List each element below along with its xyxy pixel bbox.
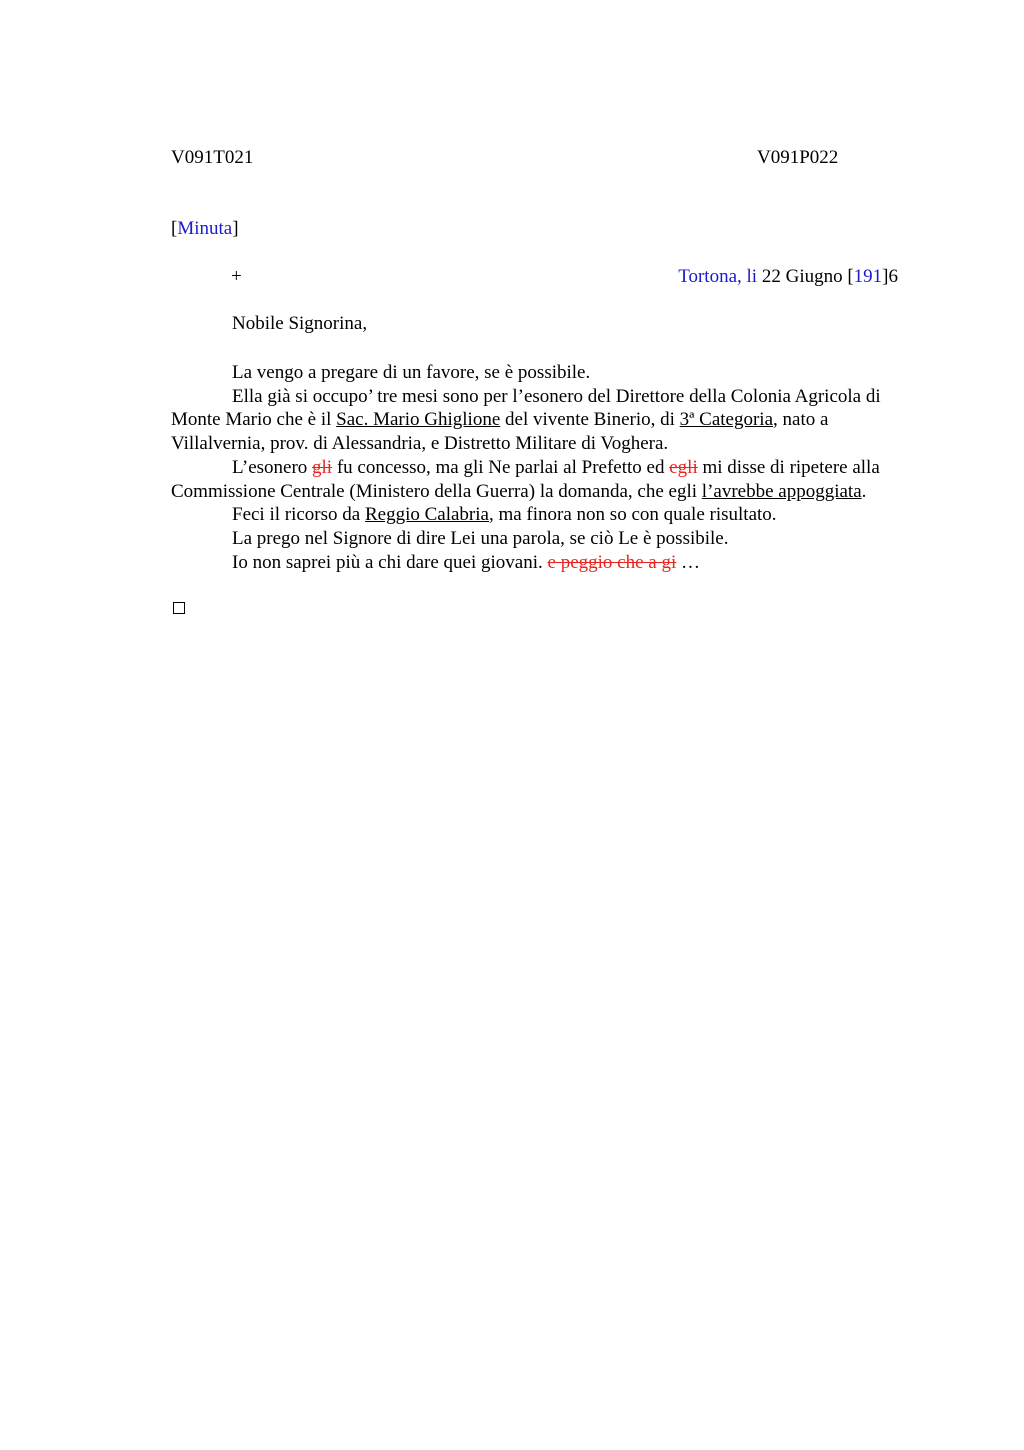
deleted-word: gli xyxy=(312,456,333,478)
document-type xyxy=(171,217,239,241)
paragraph-3-text-c: mi disse di ripetere alla Commissione Centrale (Ministero della Guerra) la domanda, che egli xyxy=(171,456,880,502)
document-code-right: V091P022 xyxy=(757,147,839,168)
deleted-word: egli xyxy=(669,456,698,478)
paragraph-3-text-b: fu concesso, ma gli Ne parlai al Prefetto ed xyxy=(332,456,670,478)
paragraph-3-text-a: L’esonero xyxy=(232,456,313,478)
paragraph-4-text-b: , ma finora non so con quale risultato. xyxy=(488,504,777,526)
dateline-place: Tortona, li xyxy=(678,266,758,287)
salutation: Nobile Signorina, xyxy=(232,313,368,334)
underlined-place: Reggio Calabria xyxy=(364,504,489,526)
paragraph-5: La prego nel Signore di dire Lei una parola, se ciò Le è possibile. xyxy=(232,527,729,549)
paragraph-1: La vengo a pregare di un favore, se è possibile. xyxy=(232,362,591,383)
paragraph-3 xyxy=(171,456,923,503)
empty-square-icon xyxy=(173,602,185,614)
paragraph-2-text-b: del vivente Binerio, di xyxy=(500,409,680,431)
paragraph-4 xyxy=(171,503,923,527)
dateline-date: 22 Giugno [ xyxy=(757,266,854,287)
deleted-phrase: e peggio che a gi xyxy=(547,551,677,573)
cross-mark: + xyxy=(231,266,242,287)
underlined-phrase: l’avrebbe appoggiata xyxy=(701,480,862,502)
paragraph-6-text-b: … xyxy=(676,551,700,573)
bracket-open: [ xyxy=(171,218,178,239)
paragraph-2-text-c: , nato a Villalvernia, prov. di Alessandria, e Distretto Militare di Voghera. xyxy=(171,409,829,455)
document-code-left: V091T021 xyxy=(171,147,254,168)
dateline-year-fill: 191 xyxy=(853,266,883,287)
letter-body xyxy=(171,361,923,574)
paragraph-2-text-a: Ella già si occupo’ tre mesi sono per l’esonero del Direttore della Colonia Agricola di Monte Mario che è il xyxy=(171,385,881,431)
bracket-close: ] xyxy=(232,218,239,239)
underlined-name: Sac. Mario Ghiglione xyxy=(336,409,501,431)
paragraph-3-text-d: . xyxy=(861,480,867,502)
paragraph-2 xyxy=(171,385,923,456)
paragraph-6-text-a: Io non saprei più a chi dare quei giovani. xyxy=(232,551,548,573)
underlined-category: 3ª Categoria xyxy=(679,409,774,431)
paragraph-4-text-a: Feci il ricorso da xyxy=(232,504,365,526)
dateline xyxy=(678,265,898,289)
dateline-year-end: ]6 xyxy=(882,266,898,287)
paragraph-6 xyxy=(171,551,923,575)
document-type-label: Minuta xyxy=(177,218,233,239)
